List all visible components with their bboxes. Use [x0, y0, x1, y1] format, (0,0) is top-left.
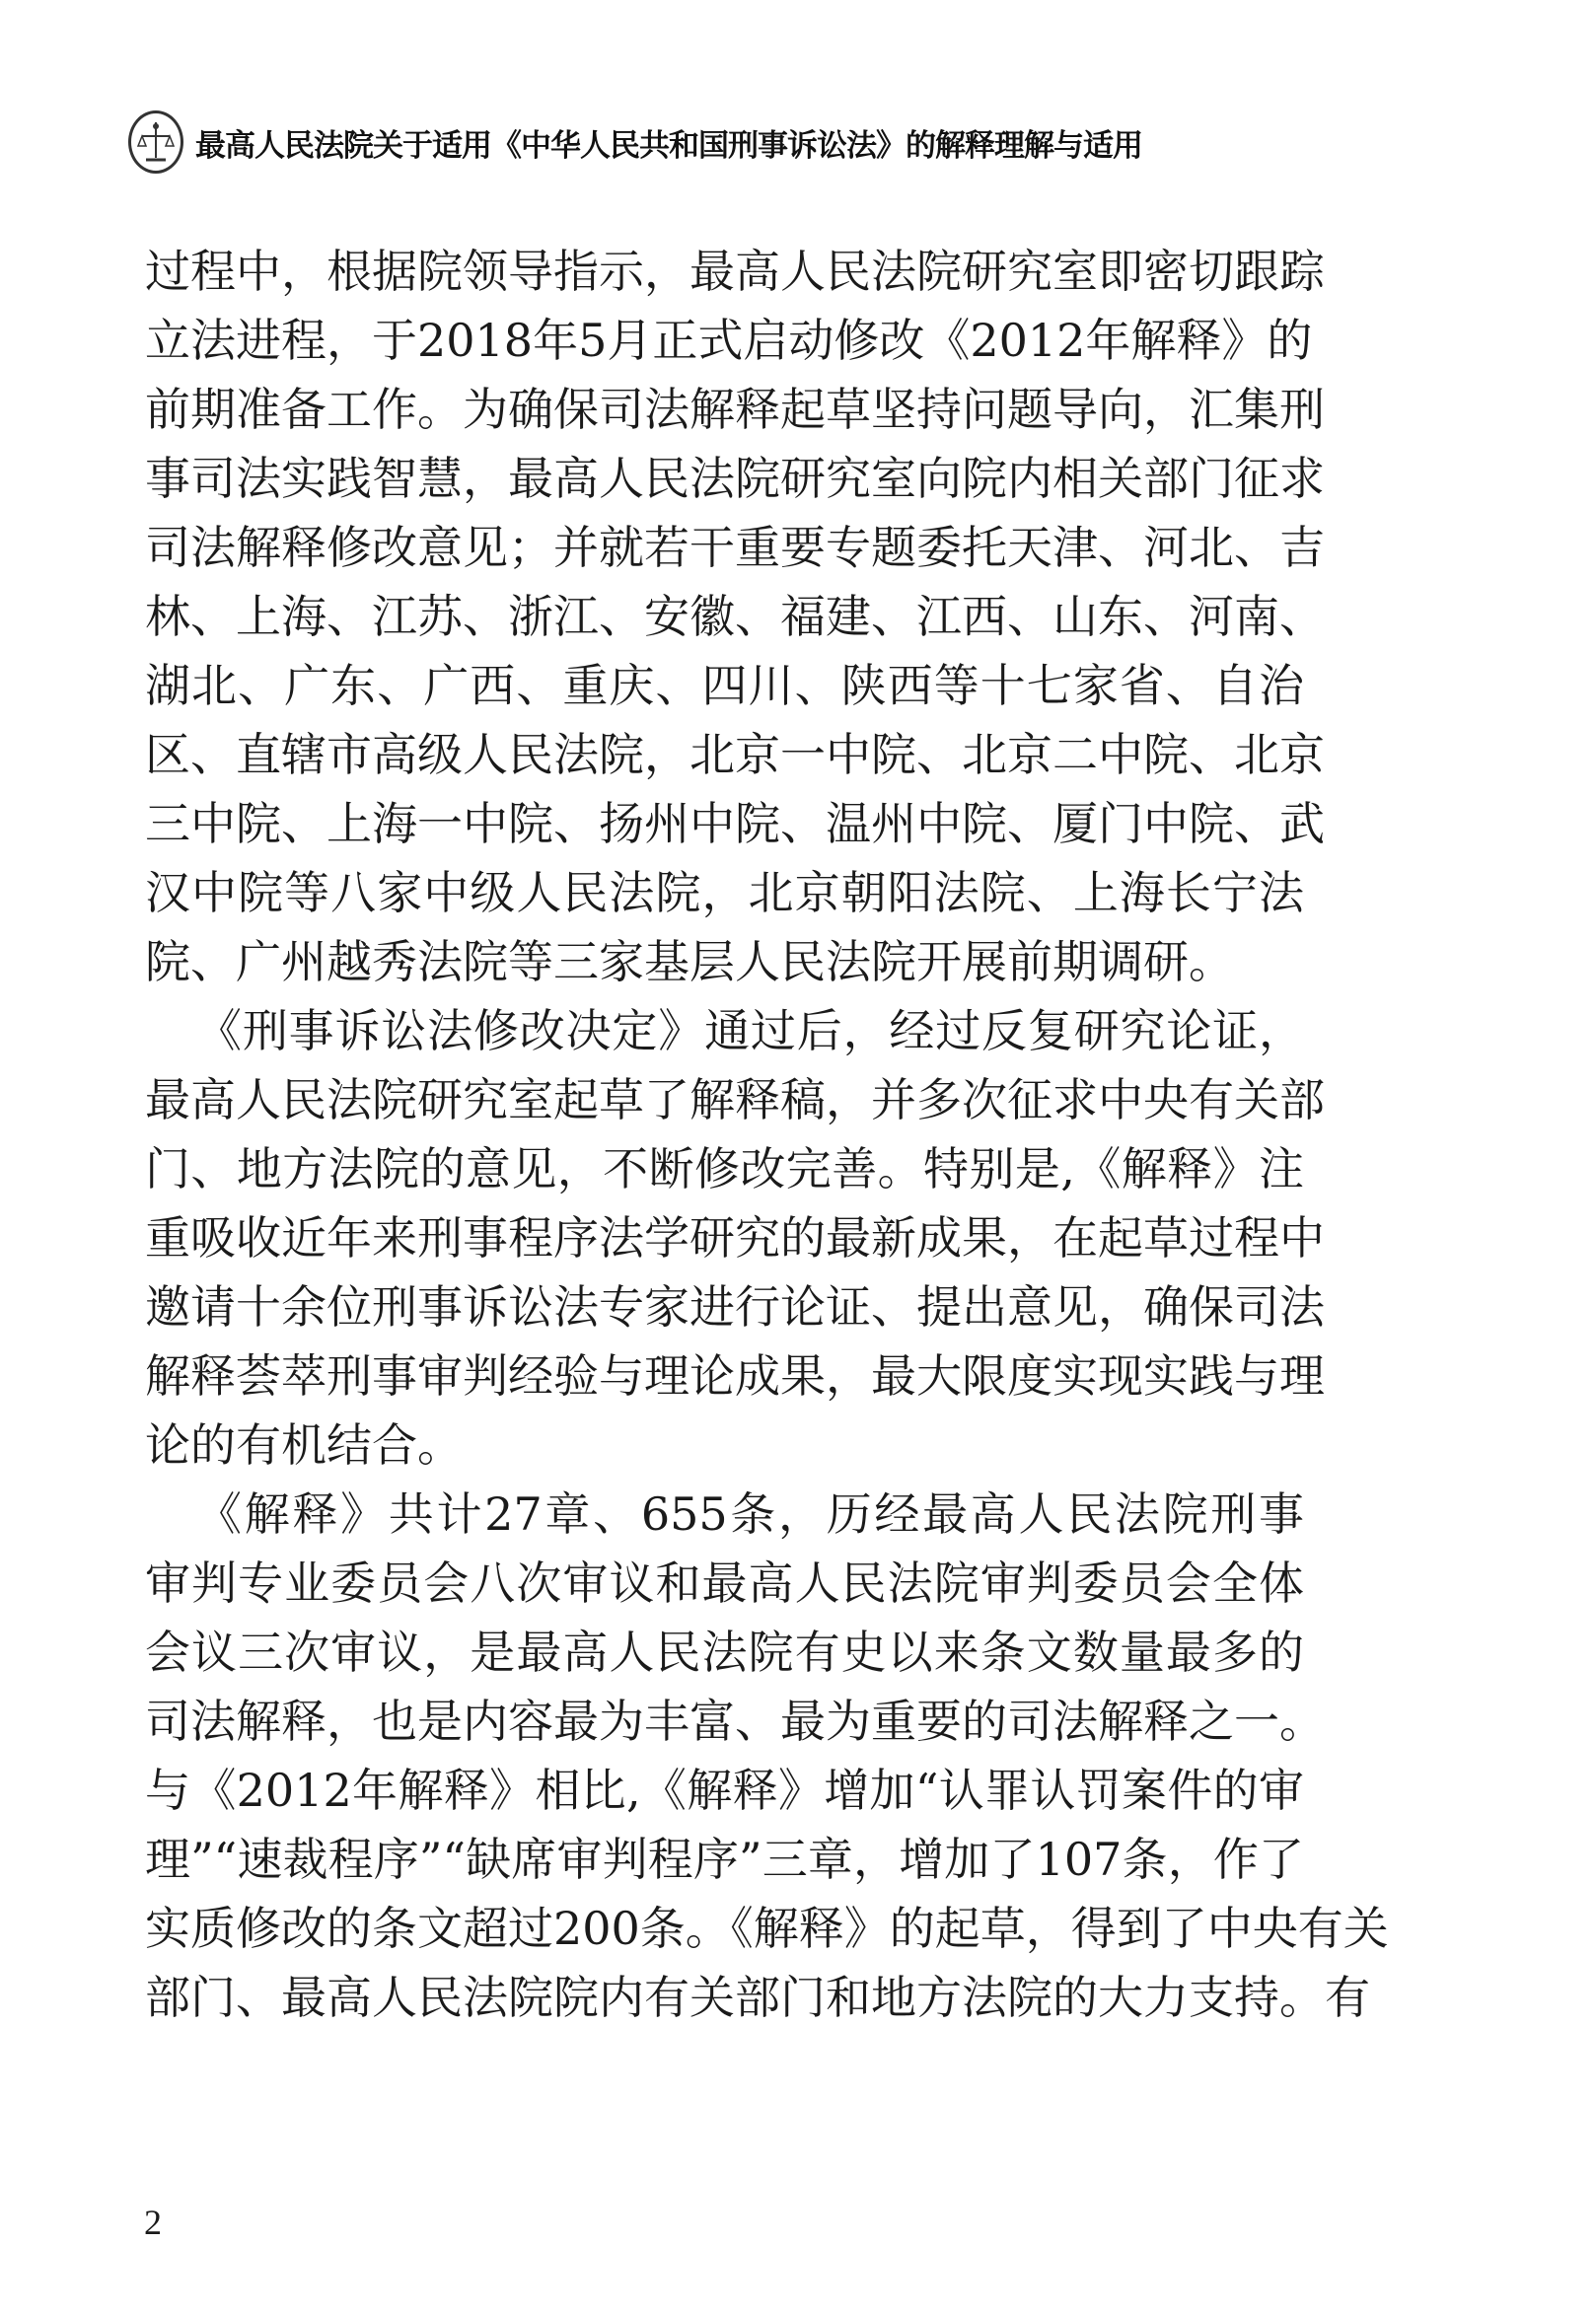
text-line: 与《2012年解释》相比,《解释》增加“认罪认罚案件的审	[145, 1764, 1304, 1817]
text-line: 门、地方法院的意见，不断修改完善。特别是,《解释》注	[145, 1142, 1304, 1195]
text-line: 会议三次审议，是最高人民法院有史以来条文数量最多的	[145, 1626, 1304, 1679]
text-line: 《解释》共计27章、655条，历经最高人民法院刑事	[196, 1487, 1304, 1541]
text-line: 立法进程，于2018年5月正式启动修改《2012年解释》的	[145, 314, 1313, 367]
text-line: 审判专业委员会八次审议和最高人民法院审判委员会全体	[145, 1556, 1304, 1610]
text-line: 过程中，根据院领导指示，最高人民法院研究室即密切跟踪	[145, 245, 1325, 298]
text-line: 司法解释，也是内容最为丰富、最为重要的司法解释之一。	[145, 1695, 1325, 1748]
text-line: 理”“速裁程序”“缺席审判程序”三章，增加了107条，作了	[145, 1833, 1304, 1886]
running-header	[128, 110, 1142, 174]
text-line: 解释荟萃刑事审判经验与理论成果，最大限度实现实践与理	[145, 1349, 1325, 1403]
body-text	[145, 237, 1389, 2032]
page-number: 2	[144, 2203, 162, 2242]
text-line: 部门、最高人民法院院内有关部门和地方法院的大力支持。有	[145, 1971, 1370, 2024]
text-line: 重吸收近年来刑事程序法学研究的最新成果，在起草过程中	[145, 1211, 1325, 1265]
text-line: 区、直辖市高级人民法院，北京一中院、北京二中院、北京	[145, 728, 1325, 781]
text-line: 院、广州越秀法院等三家基层人民法院开展前期调研。	[145, 935, 1234, 988]
text-line: 林、上海、江苏、浙江、安徽、福建、江西、山东、河南、	[145, 590, 1325, 643]
text-line: 《刑事诉讼法修改决定》通过后，经过反复研究论证，	[196, 1004, 1304, 1057]
book-title: 最高人民法院关于适用《中华人民共和国刑事诉讼法》的解释理解与适用	[195, 127, 1142, 164]
text-line: 论的有机结合。	[145, 1418, 463, 1472]
text-line: 汉中院等八家中级人民法院，北京朝阳法院、上海长宁法	[145, 866, 1304, 919]
text-line: 湖北、广东、广西、重庆、四川、陕西等十七家省、自治	[145, 659, 1304, 712]
text-line: 前期准备工作。为确保司法解释起草坚持问题导向，汇集刑	[145, 383, 1325, 436]
text-line: 实质修改的条文超过200条。《解释》的起草，得到了中央有关	[145, 1902, 1389, 1955]
text-line: 最高人民法院研究室起草了解释稿，并多次征求中央有关部	[145, 1073, 1325, 1126]
text-line: 三中院、上海一中院、扬州中院、温州中院、厦门中院、武	[145, 797, 1325, 850]
text-line: 司法解释修改意见；并就若干重要专题委托天津、河北、吉	[145, 521, 1325, 574]
text-line: 邀请十余位刑事诉讼法专家进行论证、提出意见，确保司法	[145, 1280, 1325, 1334]
court-emblem-icon	[128, 110, 183, 174]
text-line: 事司法实践智慧，最高人民法院研究室向院内相关部门征求	[145, 452, 1325, 505]
